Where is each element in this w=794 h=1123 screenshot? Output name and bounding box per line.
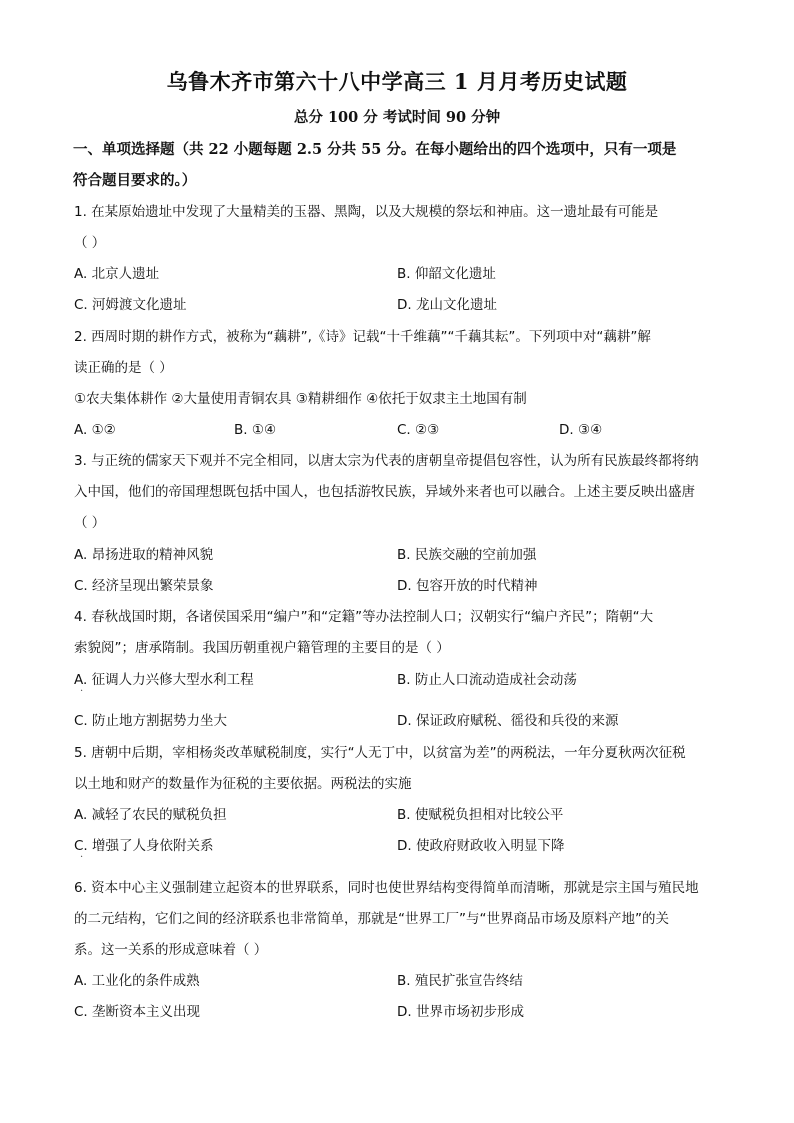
decorative-dot: · [80, 686, 84, 697]
option-b: B. ①④ [234, 422, 277, 438]
option-b: B. 殖民扩张宣告终结 [397, 973, 523, 989]
question-text: 的二元结构，它们之间的经济联系也非常简单，那就是“世界工厂”与“世界商品市场及原料产地”的关 [74, 911, 669, 927]
option-a: A. 工业化的条件成熟 [74, 973, 200, 989]
question-text: 4. 春秋战国时期，各诸侯国采用“编户”和“定籍”等办法控制人口；汉朝实行“编户齐民”；隋朝“大 [74, 609, 654, 625]
option-d: D. 包容开放的时代精神 [397, 578, 538, 594]
page-title: 乌鲁木齐市第六十八中学高三 1 月月考历史试题 [166, 69, 628, 94]
exam-info: 总分 100 分 考试时间 90 分钟 [293, 109, 501, 126]
decorative-dot: · [80, 852, 84, 863]
question-statements: ①农夫集体耕作 ②大量使用青铜农具 ③精耕细作 ④依托于奴隶主土地国有制 [74, 391, 527, 407]
option-a: A. 征调人力兴修大型水利工程 [74, 672, 254, 688]
section-heading [73, 134, 723, 196]
option-d: D. 龙山文化遗址 [397, 297, 497, 313]
question-text: 系。这一关系的形成意味着（ ） [74, 942, 268, 958]
question-text: 5. 唐朝中后期，宰相杨炎改革赋税制度，实行“人无丁中，以贫富为差”的两税法，一年分夏秋两次征税 [74, 745, 686, 761]
option-b: B. 使赋税负担相对比较公平 [397, 807, 564, 823]
section-heading-line-2: 符合题目要求的。） [73, 172, 197, 189]
question-text: 索貌阅”；唐承隋制。我国历朝重视户籍管理的主要目的是（ ） [74, 640, 450, 656]
option-b: B. 民族交融的空前加强 [397, 547, 537, 563]
option-a: A. 北京人遗址 [74, 266, 160, 282]
option-c: C. 河姆渡文化遗址 [74, 297, 187, 313]
question-text: 3. 与正统的儒家天下观并不完全相同，以唐太宗为代表的唐朝皇帝提倡包容性，认为所有民族最终都将纳 [74, 453, 699, 469]
question-text: （ ） [74, 235, 106, 251]
option-b: B. 仰韶文化遗址 [397, 266, 496, 282]
option-c: C. 防止地方割据势力坐大 [74, 713, 228, 729]
question-text: 读正确的是（ ） [74, 360, 173, 376]
option-d: D. ③④ [559, 422, 603, 438]
option-c: C. 增强了人身依附关系 [74, 838, 214, 854]
option-c: C. ②③ [397, 422, 440, 438]
option-d: D. 保证政府赋税、徭役和兵役的来源 [397, 713, 619, 729]
option-a: A. 减轻了农民的赋税负担 [74, 807, 227, 823]
option-c: C. 垄断资本主义出现 [74, 1004, 201, 1020]
section-heading-line-1: 一、单项选择题（共 22 小题每题 2.5 分共 55 分。在每小题给出的四个选项中，只有一项是 [73, 141, 677, 158]
option-c: C. 经济呈现出繁荣景象 [74, 578, 214, 594]
option-d: D. 使政府财政收入明显下降 [397, 838, 565, 854]
question-text: 2. 西周时期的耕作方式，被称为“藕耕”,《诗》记载“十千维藕”“千藕其耘”。下列项中对“藕耕”解 [74, 329, 651, 345]
option-b: B. 防止人口流动造成社会动荡 [397, 672, 577, 688]
question-text: （ ） [74, 515, 106, 531]
option-d: D. 世界市场初步形成 [397, 1004, 524, 1020]
option-a: A. 昂扬进取的精神风貌 [74, 547, 214, 563]
question-text: 6. 资本中心主义强制建立起资本的世界联系，同时也使世界结构变得简单而清晰，那就是宗主国与殖民地 [74, 880, 699, 896]
option-a: A. ①② [74, 422, 116, 438]
question-text: 以土地和财产的数量作为征税的主要依据。两税法的实施 [74, 776, 412, 792]
question-text: 入中国，他们的帝国理想既包括中国人，也包括游牧民族，异域外来者也可以融合。上述主要反映出盛唐 [74, 484, 695, 500]
question-text: 1. 在某原始遗址中发现了大量精美的玉器、黑陶，以及大规模的祭坛和神庙。这一遗址最有可能是 [74, 204, 659, 220]
